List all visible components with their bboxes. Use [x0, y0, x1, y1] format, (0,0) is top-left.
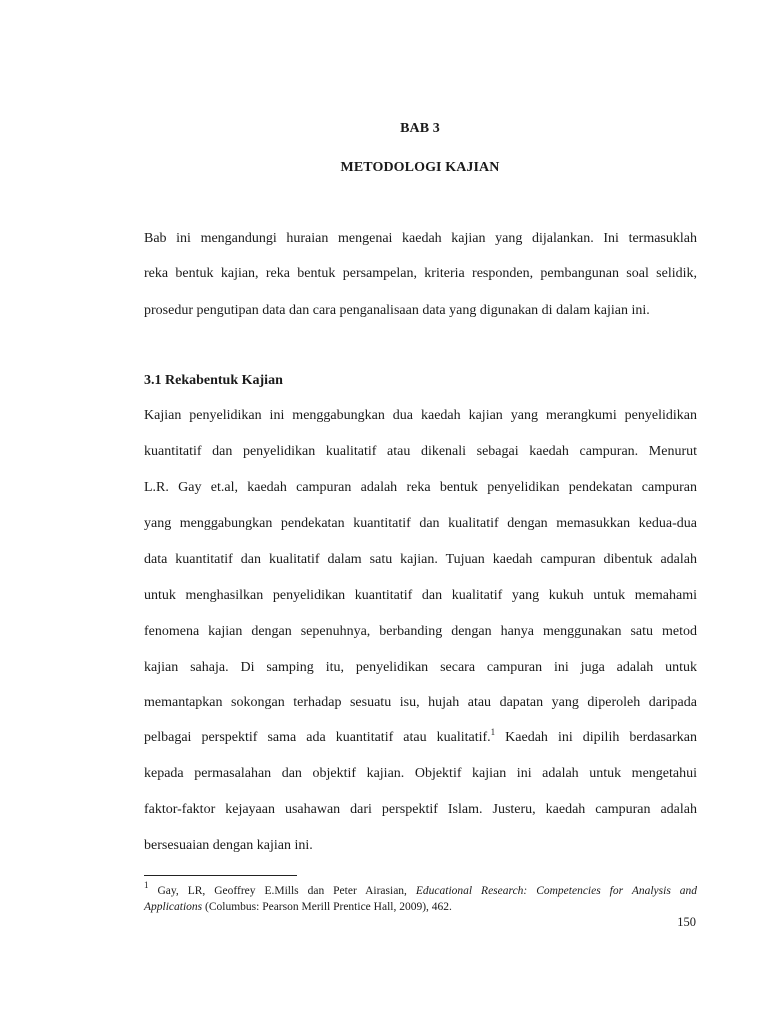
footnote-line-2 [144, 900, 697, 915]
footnote-mark: 1 [144, 880, 149, 890]
section-line-6: untuk menghasilkan penyelidikan kuantitatif dan kualitatif yang kukuh untuk memahami [144, 588, 697, 603]
section-heading: 3.1 Rekabentuk Kajian [144, 373, 283, 388]
page-number: 150 [677, 915, 696, 929]
section-line-10-after: Kaedah ini dipilih berdasarkan [495, 730, 697, 745]
footnote-separator [144, 875, 297, 876]
section-line-10 [144, 729, 697, 747]
footnote-reference: 1 [490, 727, 496, 737]
chapter-title: METODOLOGI KAJIAN [340, 160, 500, 175]
section-line-5: data kuantitatif dan kualitatif dalam satu kajian. Tujuan kaedah campuran dibentuk adalah [144, 552, 697, 567]
section-line-8: kajian sahaja. Di samping itu, penyelidikan secara campuran ini juga adalah untuk [144, 660, 697, 675]
footnote-book-title-1: Educational Research: Competencies for Analysis and [415, 885, 697, 897]
section-line-12: faktor-faktor kejayaan usahawan dari perspektif Islam. Justeru, kaedah campuran adalah [144, 802, 697, 817]
chapter-number: BAB 3 [400, 121, 440, 136]
section-line-10-before: pelbagai perspektif sama ada kuantitatif atau kualitatif. [144, 730, 491, 745]
footnote-publisher: (Columbus: Pearson Merill Prentice Hall, 2009), 462. [202, 901, 452, 913]
section-line-7: fenomena kajian dengan sepenuhnya, berbanding dengan hanya menggunakan satu metod [144, 624, 697, 639]
section-line-2: kuantitatif dan penyelidikan kualitatif atau dikenali sebagai kaedah campuran. Menurut [144, 444, 697, 459]
section-line-11: kepada permasalahan dan objektif kajian. Objektif kajian ini adalah untuk mengetahui [144, 766, 697, 781]
section-line-3: L.R. Gay et.al, kaedah campuran adalah reka bentuk penyelidikan pendekatan campuran [144, 480, 697, 495]
footnote-authors: Gay, LR, Geoffrey E.Mills dan Peter Airasian, [148, 885, 416, 897]
section-line-1: Kajian penyelidikan ini menggabungkan dua kaedah kajian yang merangkumi penyelidikan [144, 408, 697, 423]
footnote-book-title-2: Applications [144, 901, 203, 913]
section-line-4: yang menggabungkan pendekatan kuantitatif dan kualitatif dengan memasukkan kedua-dua [144, 516, 697, 531]
intro-line-1: Bab ini mengandungi huraian mengenai kaedah kajian yang dijalankan. Ini termasuklah [144, 231, 697, 246]
section-line-13: bersesuaian dengan kajian ini. [144, 838, 313, 853]
footnote-line-1 [144, 880, 697, 899]
section-line-9: memantapkan sokongan terhadap sesuatu isu, hujah atau dapatan yang diperoleh daripada [144, 695, 697, 710]
intro-line-3: prosedur pengutipan data dan cara penganalisaan data yang digunakan di dalam kajian ini. [144, 303, 650, 318]
intro-line-2: reka bentuk kajian, reka bentuk persampelan, kriteria responden, pembangunan soal selidik, [144, 266, 697, 281]
